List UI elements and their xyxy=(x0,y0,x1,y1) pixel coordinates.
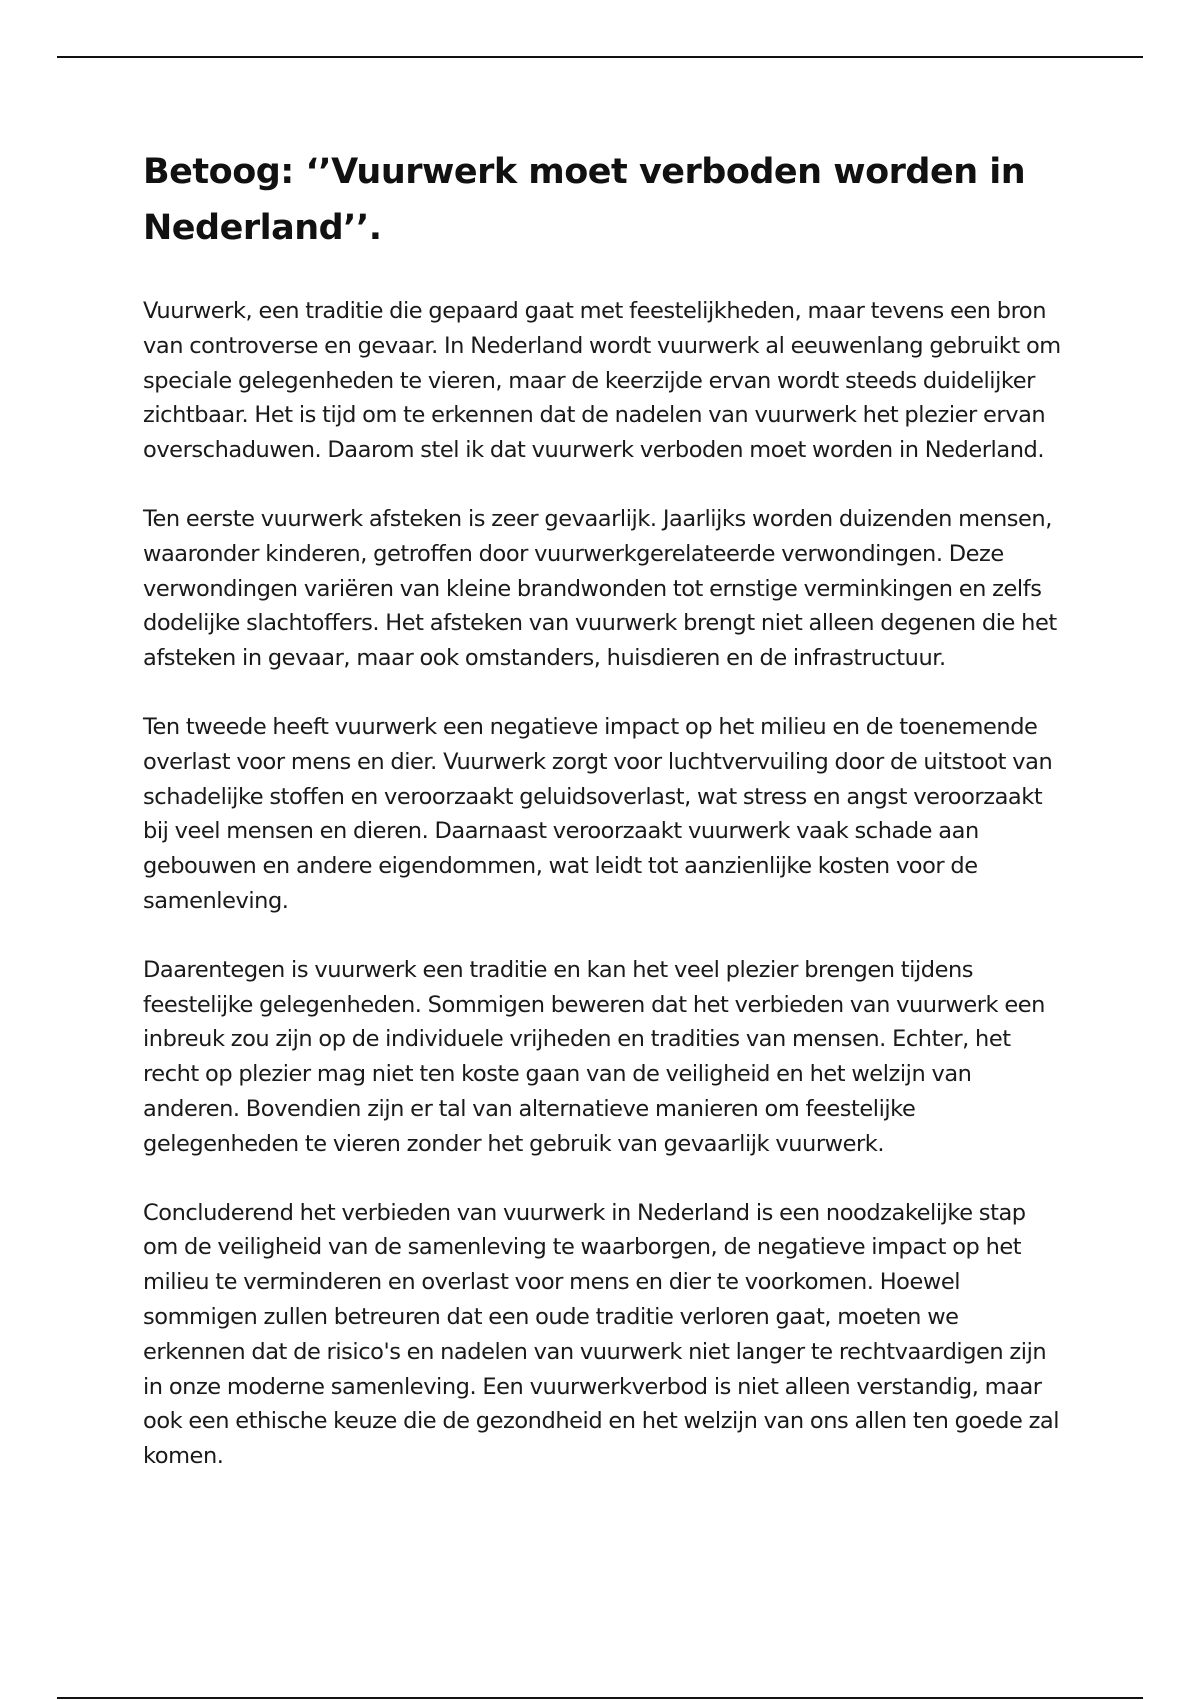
paragraph-counterargument: Daarentegen is vuurwerk een traditie en kan het veel plezier brengen tijdens feestelijke gelegenheden. Sommigen beweren dat het verbieden van vuurwerk een inbreuk zou zijn op de individuele vrijheden en tradities van mensen. Echter, het recht op plezier mag niet ten koste gaan van de veiligheid en het welzijn van anderen. Bovendien zijn er tal van alternatieve manieren om feestelijke gelegenheden te vieren zonder het gebruik van gevaarlijk vuurwerk. xyxy=(143,956,1045,1157)
header-rule xyxy=(57,56,1143,58)
footer-rule xyxy=(57,1697,1143,1699)
paragraph-introduction: Vuurwerk, een traditie die gepaard gaat met feestelijkheden, maar tevens een bron van controverse en gevaar. In Nederland wordt vuurwerk al eeuwenlang gebruikt om speciale gelegenheden te vieren, maar de keerzijde ervan wordt steeds duidelijker zichtbaar. Het is tijd om te erkennen dat de nadelen van vuurwerk het plezier ervan overschaduwen. Daarom stel ik dat vuurwerk verboden moet worden in Nederland. xyxy=(143,298,1061,464)
paragraph-argument-environment: Ten tweede heeft vuurwerk een negatieve impact op het milieu en de toenemende overlast voor mens en dier. Vuurwerk zorgt voor luchtvervuiling door de uitstoot van schadelijke stoffen en veroorzaakt geluidsoverlast, wat stress en angst veroorzaakt bij veel mensen en dieren. Daarnaast veroorzaakt vuurwerk vaak schade aan gebouwen en andere eigendommen, wat leidt tot aanzienlijke kosten voor de samenleving. xyxy=(143,713,1053,914)
paragraph-conclusion: Concluderend het verbieden van vuurwerk in Nederland is een noodzakelijke stap om de veiligheid van de samenleving te waarborgen, de negatieve impact op het milieu te verminderen en overlast voor mens en dier te voorkomen. Hoewel sommigen zullen betreuren dat een oude traditie verloren gaat, moeten we erkennen dat de risico's en nadelen van vuurwerk niet langer te rechtvaardigen zijn in onze moderne samenleving. Een vuurwerkverbod is niet alleen verstandig, maar ook een ethische keuze die de gezondheid en het welzijn van ons allen ten goede zal komen. xyxy=(143,1199,1060,1470)
document-body xyxy=(143,144,1063,1508)
paragraph-argument-danger: Ten eerste vuurwerk afsteken is zeer gevaarlijk. Jaarlijks worden duizenden mensen, waaronder kinderen, getroffen door vuurwerkgerelateerde verwondingen. Deze verwondingen variëren van kleine brandwonden tot ernstige verminkingen en zelfs dodelijke slachtoffers. Het afsteken van vuurwerk brengt niet alleen degenen die het afsteken in gevaar, maar ook omstanders, huisdieren en de infrastructuur. xyxy=(143,505,1057,672)
document-title: Betoog: ‘’Vuurwerk moet verboden worden in Nederland’’. xyxy=(143,152,1026,248)
